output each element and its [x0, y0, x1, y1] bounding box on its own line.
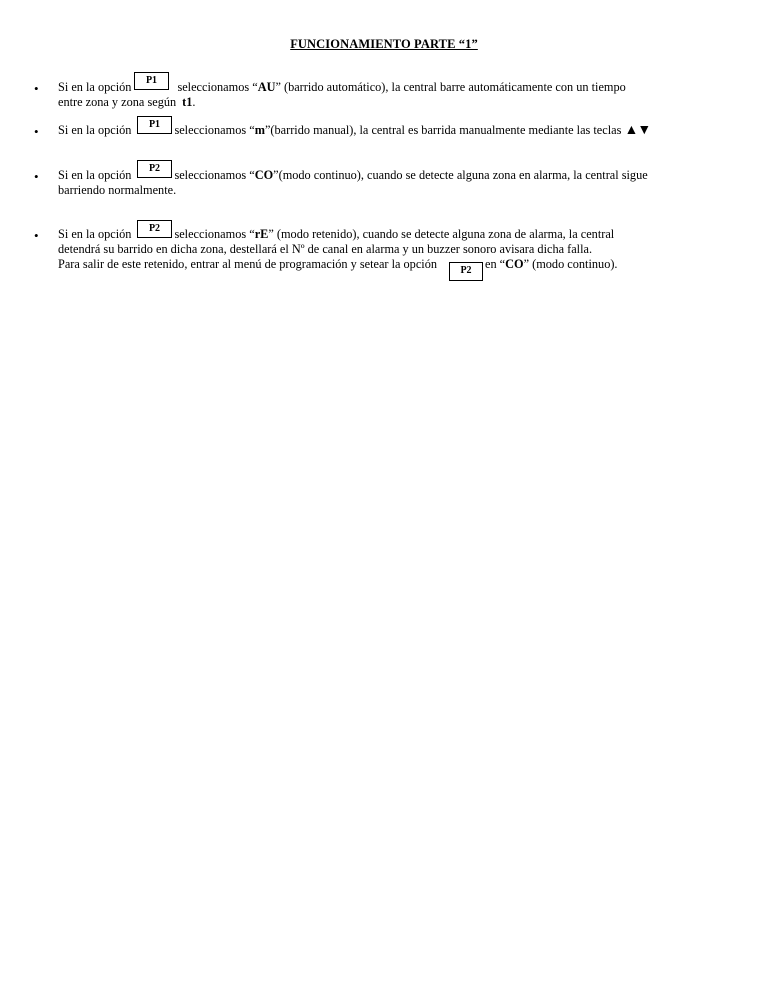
item-3-line-1: Si en la opción seleccionamos “CO”(modo continuo), cuando se detecte alguna zona en alarma, la central sigue	[58, 168, 648, 182]
option-box-p2: P2	[137, 160, 172, 178]
option-box-p1: P1	[137, 116, 172, 134]
item-1-line-2: entre zona y zona según t1.	[58, 95, 196, 109]
item-4-line-2: detendrá su barrido en dicha zona, destellará el Nº de canal en alarma y un buzzer sonoro avisara dicha falla.	[58, 242, 593, 256]
item-1-line-1: Si en la opción seleccionamos “AU” (barrido automático), la central barre automáticamente con un tiempo	[58, 80, 626, 94]
bullet-4: •	[34, 228, 39, 243]
option-box-p1: P1	[134, 72, 169, 90]
bullet-2: •	[34, 124, 39, 139]
item-4-line-3: Para salir de este retenido, entrar al menú de programación y setear la opción en “CO” (modo continuo).	[58, 257, 618, 271]
item-2-line-1: Si en la opción seleccionamos “m”(barrido manual), la central es barrida manualmente mediante las teclas ▲▼	[58, 123, 651, 138]
page-title: FUNCIONAMIENTO PARTE “1”	[290, 37, 478, 51]
option-box-p2: P2	[137, 220, 172, 238]
bullet-3: •	[34, 169, 39, 184]
item-3-line-2: barriendo normalmente.	[58, 183, 177, 197]
bullet-1: •	[34, 81, 39, 96]
item-4-line-1: Si en la opción seleccionamos “rE” (modo retenido), cuando se detecte alguna zona de alarma, la central	[58, 227, 615, 241]
up-down-arrows-icon: ▲▼	[624, 123, 651, 138]
option-box-p2: P2	[449, 262, 483, 281]
